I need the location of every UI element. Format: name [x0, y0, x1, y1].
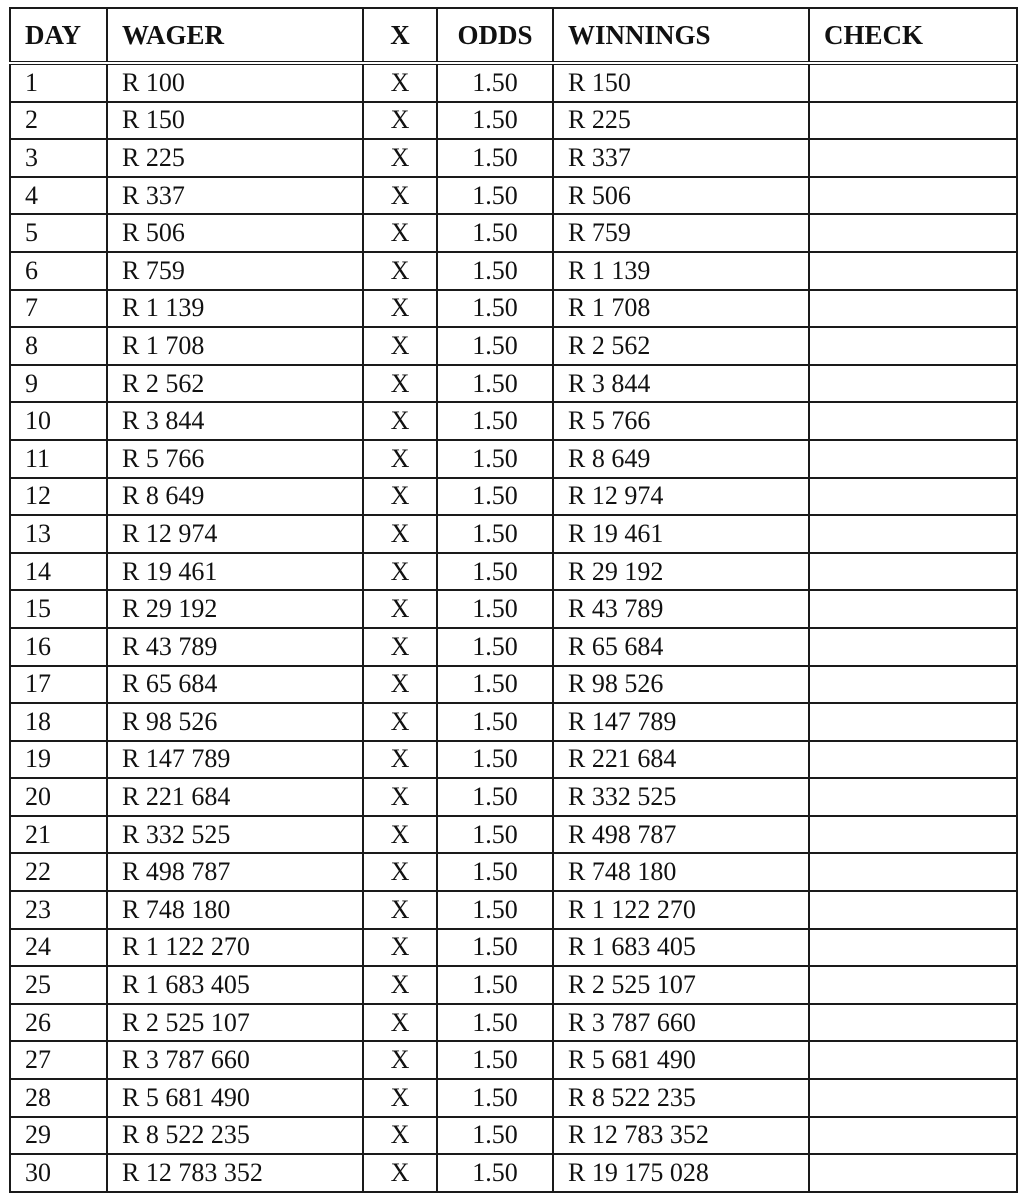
cell-odds: 1.50: [437, 853, 553, 891]
table-row: [10, 741, 1017, 779]
cell-winnings: R 225: [553, 102, 809, 140]
cell-check: [809, 553, 1017, 591]
cell-x: X: [363, 252, 437, 290]
cell-odds: 1.50: [437, 966, 553, 1004]
cell-x: X: [363, 553, 437, 591]
cell-wager: R 225: [107, 139, 363, 177]
header-wager: WAGER: [107, 8, 363, 63]
cell-x: X: [363, 929, 437, 967]
cell-check: [809, 628, 1017, 666]
wager-table: [9, 7, 1018, 1193]
cell-x: X: [363, 1117, 437, 1155]
cell-check: [809, 891, 1017, 929]
header-row: [10, 8, 1017, 63]
table-row: [10, 929, 1017, 967]
cell-check: [809, 63, 1017, 102]
table-row: [10, 365, 1017, 403]
cell-x: X: [363, 891, 437, 929]
table-row: [10, 1079, 1017, 1117]
cell-day: 1: [10, 63, 107, 102]
table-row: [10, 139, 1017, 177]
cell-x: X: [363, 778, 437, 816]
cell-x: X: [363, 102, 437, 140]
cell-odds: 1.50: [437, 891, 553, 929]
cell-x: X: [363, 478, 437, 516]
cell-day: 17: [10, 666, 107, 704]
table-row: [10, 853, 1017, 891]
table-row: [10, 214, 1017, 252]
cell-odds: 1.50: [437, 440, 553, 478]
cell-check: [809, 590, 1017, 628]
cell-x: X: [363, 63, 437, 102]
cell-wager: R 98 526: [107, 703, 363, 741]
table-row: [10, 1041, 1017, 1079]
cell-wager: R 19 461: [107, 553, 363, 591]
cell-wager: R 150: [107, 102, 363, 140]
cell-winnings: R 498 787: [553, 816, 809, 854]
cell-day: 2: [10, 102, 107, 140]
cell-winnings: R 748 180: [553, 853, 809, 891]
cell-winnings: R 29 192: [553, 553, 809, 591]
cell-day: 4: [10, 177, 107, 215]
cell-wager: R 759: [107, 252, 363, 290]
cell-check: [809, 402, 1017, 440]
cell-check: [809, 440, 1017, 478]
cell-day: 9: [10, 365, 107, 403]
cell-day: 29: [10, 1117, 107, 1155]
cell-winnings: R 221 684: [553, 741, 809, 779]
cell-odds: 1.50: [437, 553, 553, 591]
cell-day: 24: [10, 929, 107, 967]
cell-odds: 1.50: [437, 478, 553, 516]
cell-wager: R 221 684: [107, 778, 363, 816]
cell-check: [809, 778, 1017, 816]
table-row: [10, 703, 1017, 741]
cell-x: X: [363, 816, 437, 854]
cell-wager: R 2 562: [107, 365, 363, 403]
cell-odds: 1.50: [437, 365, 553, 403]
cell-wager: R 337: [107, 177, 363, 215]
cell-x: X: [363, 853, 437, 891]
cell-x: X: [363, 666, 437, 704]
cell-day: 3: [10, 139, 107, 177]
cell-odds: 1.50: [437, 327, 553, 365]
cell-day: 22: [10, 853, 107, 891]
cell-odds: 1.50: [437, 290, 553, 328]
cell-odds: 1.50: [437, 590, 553, 628]
cell-odds: 1.50: [437, 1117, 553, 1155]
table-row: [10, 891, 1017, 929]
cell-winnings: R 43 789: [553, 590, 809, 628]
cell-check: [809, 703, 1017, 741]
cell-winnings: R 19 461: [553, 515, 809, 553]
cell-odds: 1.50: [437, 402, 553, 440]
cell-day: 6: [10, 252, 107, 290]
cell-odds: 1.50: [437, 139, 553, 177]
cell-day: 13: [10, 515, 107, 553]
cell-check: [809, 1079, 1017, 1117]
table-row: [10, 778, 1017, 816]
cell-winnings: R 98 526: [553, 666, 809, 704]
cell-odds: 1.50: [437, 703, 553, 741]
cell-check: [809, 365, 1017, 403]
cell-winnings: R 5 681 490: [553, 1041, 809, 1079]
cell-day: 14: [10, 553, 107, 591]
cell-day: 15: [10, 590, 107, 628]
cell-x: X: [363, 703, 437, 741]
table-row: [10, 1117, 1017, 1155]
cell-odds: 1.50: [437, 177, 553, 215]
cell-check: [809, 177, 1017, 215]
cell-x: X: [363, 1004, 437, 1042]
cell-day: 11: [10, 440, 107, 478]
cell-odds: 1.50: [437, 1004, 553, 1042]
cell-wager: R 1 122 270: [107, 929, 363, 967]
cell-wager: R 12 783 352: [107, 1154, 363, 1192]
table-row: [10, 478, 1017, 516]
cell-winnings: R 65 684: [553, 628, 809, 666]
cell-day: 18: [10, 703, 107, 741]
cell-check: [809, 1004, 1017, 1042]
cell-wager: R 8 522 235: [107, 1117, 363, 1155]
cell-x: X: [363, 628, 437, 666]
cell-day: 20: [10, 778, 107, 816]
cell-day: 10: [10, 402, 107, 440]
cell-wager: R 43 789: [107, 628, 363, 666]
cell-odds: 1.50: [437, 214, 553, 252]
table-row: [10, 290, 1017, 328]
cell-day: 5: [10, 214, 107, 252]
cell-day: 19: [10, 741, 107, 779]
cell-wager: R 8 649: [107, 478, 363, 516]
cell-odds: 1.50: [437, 252, 553, 290]
cell-x: X: [363, 1041, 437, 1079]
cell-winnings: R 5 766: [553, 402, 809, 440]
table-row: [10, 666, 1017, 704]
cell-wager: R 748 180: [107, 891, 363, 929]
table-header: [10, 8, 1017, 63]
table-row: [10, 327, 1017, 365]
cell-odds: 1.50: [437, 102, 553, 140]
cell-wager: R 498 787: [107, 853, 363, 891]
cell-winnings: R 1 122 270: [553, 891, 809, 929]
cell-x: X: [363, 440, 437, 478]
cell-wager: R 3 787 660: [107, 1041, 363, 1079]
cell-check: [809, 853, 1017, 891]
cell-winnings: R 332 525: [553, 778, 809, 816]
table-row: [10, 252, 1017, 290]
header-day: DAY: [10, 8, 107, 63]
cell-winnings: R 19 175 028: [553, 1154, 809, 1192]
cell-winnings: R 3 787 660: [553, 1004, 809, 1042]
cell-winnings: R 759: [553, 214, 809, 252]
table-body: [10, 63, 1017, 1192]
table-row: [10, 63, 1017, 102]
cell-wager: R 5 681 490: [107, 1079, 363, 1117]
cell-wager: R 147 789: [107, 741, 363, 779]
cell-wager: R 1 708: [107, 327, 363, 365]
table-row: [10, 966, 1017, 1004]
table-row: [10, 628, 1017, 666]
cell-wager: R 65 684: [107, 666, 363, 704]
cell-day: 27: [10, 1041, 107, 1079]
cell-x: X: [363, 515, 437, 553]
table-row: [10, 816, 1017, 854]
cell-odds: 1.50: [437, 1079, 553, 1117]
cell-wager: R 12 974: [107, 515, 363, 553]
cell-day: 25: [10, 966, 107, 1004]
cell-odds: 1.50: [437, 929, 553, 967]
cell-check: [809, 741, 1017, 779]
cell-x: X: [363, 402, 437, 440]
cell-odds: 1.50: [437, 741, 553, 779]
cell-check: [809, 1041, 1017, 1079]
cell-winnings: R 8 649: [553, 440, 809, 478]
table-row: [10, 1154, 1017, 1192]
cell-day: 16: [10, 628, 107, 666]
cell-check: [809, 816, 1017, 854]
cell-x: X: [363, 741, 437, 779]
cell-check: [809, 290, 1017, 328]
header-winnings: WINNINGS: [553, 8, 809, 63]
header-x: X: [363, 8, 437, 63]
cell-x: X: [363, 1079, 437, 1117]
table-row: [10, 440, 1017, 478]
cell-odds: 1.50: [437, 666, 553, 704]
cell-x: X: [363, 365, 437, 403]
cell-winnings: R 506: [553, 177, 809, 215]
cell-winnings: R 8 522 235: [553, 1079, 809, 1117]
cell-wager: R 1 139: [107, 290, 363, 328]
table-row: [10, 102, 1017, 140]
cell-day: 23: [10, 891, 107, 929]
cell-winnings: R 12 974: [553, 478, 809, 516]
cell-odds: 1.50: [437, 63, 553, 102]
table-row: [10, 177, 1017, 215]
cell-wager: R 506: [107, 214, 363, 252]
cell-x: X: [363, 290, 437, 328]
cell-x: X: [363, 590, 437, 628]
table-row: [10, 1004, 1017, 1042]
cell-winnings: R 2 525 107: [553, 966, 809, 1004]
cell-odds: 1.50: [437, 778, 553, 816]
header-odds: ODDS: [437, 8, 553, 63]
cell-day: 28: [10, 1079, 107, 1117]
cell-x: X: [363, 139, 437, 177]
cell-day: 7: [10, 290, 107, 328]
cell-check: [809, 515, 1017, 553]
cell-day: 8: [10, 327, 107, 365]
cell-wager: R 1 683 405: [107, 966, 363, 1004]
cell-day: 26: [10, 1004, 107, 1042]
cell-check: [809, 102, 1017, 140]
table-row: [10, 553, 1017, 591]
cell-winnings: R 2 562: [553, 327, 809, 365]
cell-x: X: [363, 327, 437, 365]
cell-odds: 1.50: [437, 628, 553, 666]
cell-winnings: R 12 783 352: [553, 1117, 809, 1155]
header-check: CHECK: [809, 8, 1017, 63]
cell-wager: R 332 525: [107, 816, 363, 854]
cell-wager: R 3 844: [107, 402, 363, 440]
cell-check: [809, 666, 1017, 704]
cell-wager: R 2 525 107: [107, 1004, 363, 1042]
cell-odds: 1.50: [437, 1041, 553, 1079]
cell-day: 12: [10, 478, 107, 516]
cell-winnings: R 337: [553, 139, 809, 177]
cell-check: [809, 966, 1017, 1004]
cell-check: [809, 252, 1017, 290]
table-row: [10, 515, 1017, 553]
cell-winnings: R 1 708: [553, 290, 809, 328]
cell-x: X: [363, 177, 437, 215]
cell-day: 30: [10, 1154, 107, 1192]
cell-x: X: [363, 1154, 437, 1192]
cell-wager: R 29 192: [107, 590, 363, 628]
cell-winnings: R 1 139: [553, 252, 809, 290]
cell-check: [809, 478, 1017, 516]
cell-wager: R 5 766: [107, 440, 363, 478]
cell-check: [809, 929, 1017, 967]
cell-winnings: R 3 844: [553, 365, 809, 403]
cell-x: X: [363, 966, 437, 1004]
cell-check: [809, 139, 1017, 177]
cell-day: 21: [10, 816, 107, 854]
cell-x: X: [363, 214, 437, 252]
cell-wager: R 100: [107, 63, 363, 102]
cell-check: [809, 1154, 1017, 1192]
cell-check: [809, 327, 1017, 365]
cell-check: [809, 214, 1017, 252]
cell-odds: 1.50: [437, 816, 553, 854]
cell-winnings: R 1 683 405: [553, 929, 809, 967]
table-row: [10, 590, 1017, 628]
table-row: [10, 402, 1017, 440]
cell-odds: 1.50: [437, 515, 553, 553]
cell-winnings: R 147 789: [553, 703, 809, 741]
cell-check: [809, 1117, 1017, 1155]
cell-odds: 1.50: [437, 1154, 553, 1192]
cell-winnings: R 150: [553, 63, 809, 102]
